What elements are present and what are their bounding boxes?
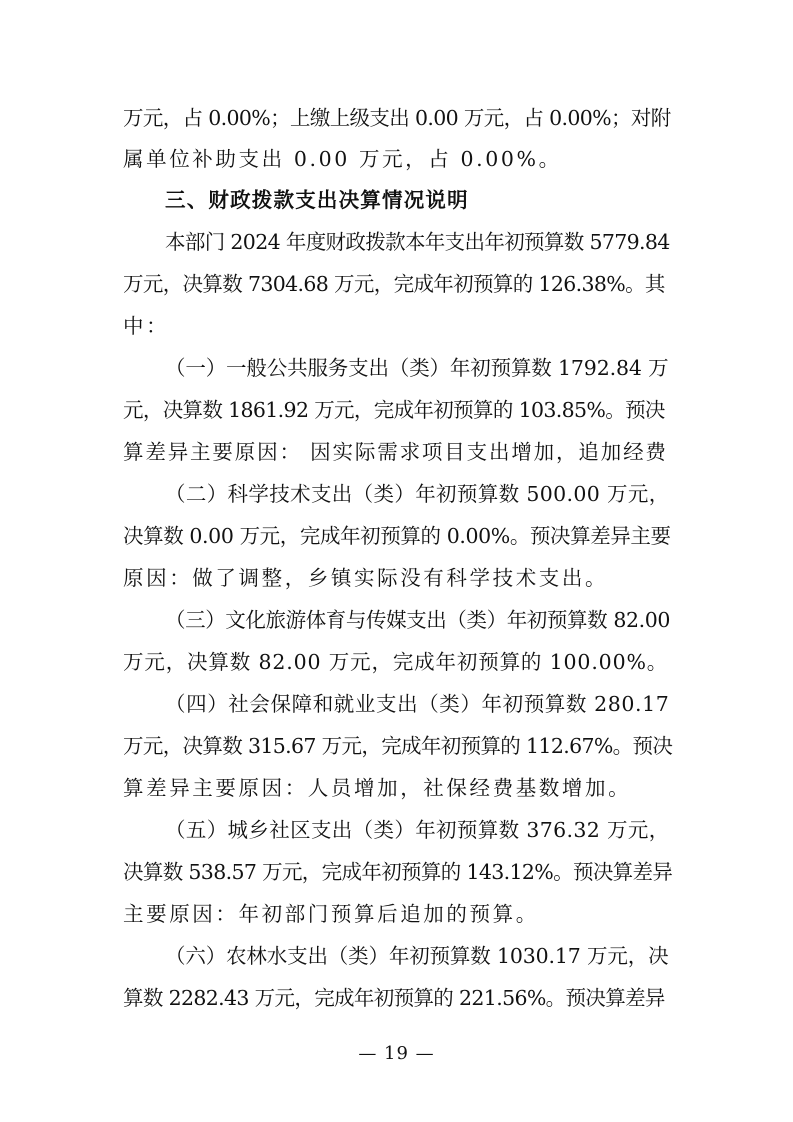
text-line: 原因：做了调整，乡镇实际没有科学技术支出。 bbox=[123, 566, 609, 590]
text-line: 万元，决算数 7304.68 万元，完成年初预算的 126.38%。其 bbox=[123, 272, 665, 296]
text-line: 中： bbox=[123, 314, 170, 338]
text-line: 算差异主要原因：人员增加，社保经费基数增加。 bbox=[123, 776, 632, 800]
text-line: 算数 2282.43 万元，完成年初预算的 221.56%。预决算差异 bbox=[123, 986, 665, 1010]
text-line: 算差异主要原因： 因实际需求项目支出增加，追加经费 bbox=[123, 440, 668, 464]
section-heading: 三、财政拨款支出决算情况说明 bbox=[165, 188, 469, 212]
text-line: 属单位补助支出 0.00 万元，占 0.00%。 bbox=[123, 147, 562, 171]
text-line: 万元，占 0.00%；上缴上级支出 0.00 万元，占 0.00%；对附 bbox=[123, 106, 671, 130]
text-line: 主要原因：年初部门预算后追加的预算。 bbox=[123, 902, 539, 926]
text-line: 万元，决算数 315.67 万元，完成年初预算的 112.67%。预决 bbox=[123, 734, 673, 758]
text-line: 元，决算数 1861.92 万元，完成年初预算的 103.85%。预决 bbox=[123, 398, 665, 422]
text-line: （四）社会保障和就业支出（类）年初预算数 280.17 bbox=[165, 692, 670, 716]
text-line: 万元，决算数 82.00 万元，完成年初预算的 100.00%。 bbox=[123, 650, 669, 674]
text-line: 决算数 0.00 万元，完成年初预算的 0.00%。预决算差异主要 bbox=[123, 524, 671, 548]
text-line: （一）一般公共服务支出（类）年初预算数 1792.84 万 bbox=[165, 356, 669, 380]
text-line: （三）文化旅游体育与传媒支出（类）年初预算数 82.00 bbox=[165, 608, 671, 632]
text-line: （二）科学技术支出（类）年初预算数 500.00 万元， bbox=[165, 482, 670, 506]
text-line: 决算数 538.57 万元，完成年初预算的 143.12%。预决算差异 bbox=[123, 860, 673, 884]
text-line: 本部门 2024 年度财政拨款本年支出年初预算数 5779.84 bbox=[165, 230, 670, 254]
text-line: （六）农林水支出（类）年初预算数 1030.17 万元，决 bbox=[165, 944, 669, 968]
page-number: — 19 — bbox=[358, 1043, 435, 1064]
text-line: （五）城乡社区支出（类）年初预算数 376.32 万元， bbox=[165, 818, 670, 842]
